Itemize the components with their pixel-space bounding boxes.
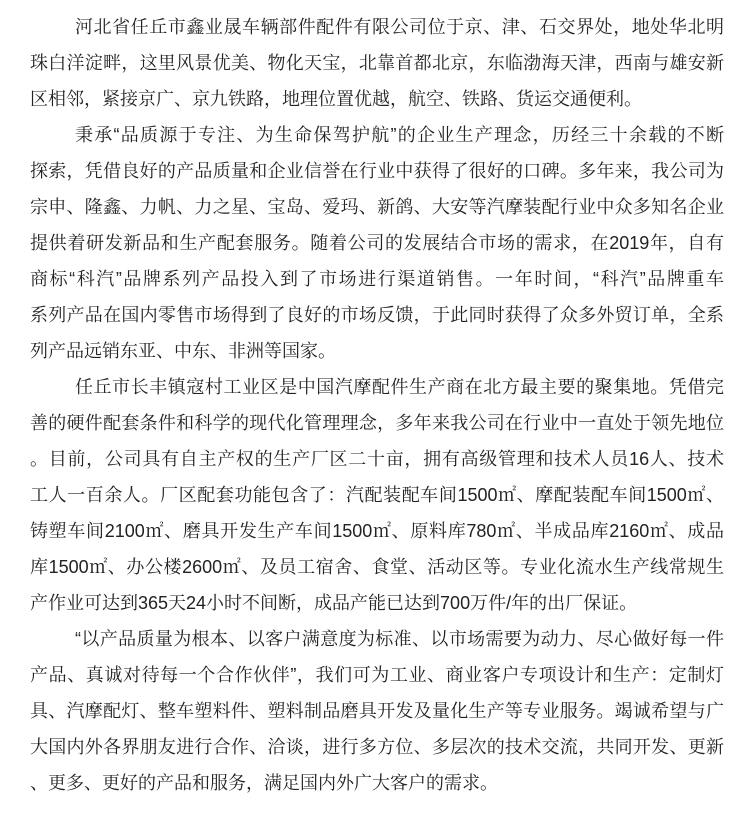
text-line: 列产品远销东亚、中东、非洲等国家。 — [30, 341, 336, 361]
text-line: 具、汽摩配灯、整车塑料件、塑料制品磨具开发及量化生产等专业服务。竭诚希望与广 — [30, 701, 724, 721]
paragraph — [30, 9, 724, 117]
text-line: 库1500㎡、办公楼2600㎡、及员工宿舍、食堂、活动区等。专业化流水生产线常规生 — [30, 557, 724, 577]
text-line: 任丘市长丰镇寇村工业区是中国汽摩配件生产商在北方最主要的聚集地。凭借完 — [75, 377, 724, 397]
text-line: 铸塑车间2100㎡、磨具开发生产车间1500㎡、原料库780㎡、半成品库2160㎡、成品 — [30, 521, 724, 541]
paragraph — [30, 117, 724, 369]
text-line: 、更多、更好的产品和服务，满足国内外广大客户的需求。 — [30, 773, 498, 793]
text-line: 探索，凭借良好的产品质量和企业信誉在行业中获得了很好的口碑。多年来，我公司为 — [30, 161, 724, 181]
text-line: 区相邻，紧接京广、京九铁路，地理位置优越，航空、铁路、货运交通便利。 — [30, 89, 642, 109]
document-body — [30, 9, 724, 801]
text-line: 秉承“品质源于专注、为生命保驾护航”的企业生产理念，历经三十余载的不断 — [75, 125, 724, 145]
text-line: 大国内外各界朋友进行合作、洽谈，进行多方位、多层次的技术交流，共同开发、更新 — [30, 737, 724, 757]
text-line: 河北省任丘市鑫业晟车辆部件配件有限公司位于京、津、石交界处，地处华北明 — [75, 17, 724, 37]
text-line: 系列产品在国内零售市场得到了良好的市场反馈，于此同时获得了众多外贸订单，全系 — [30, 305, 724, 325]
text-line: 提供着研发新品和生产配套服务。随着公司的发展结合市场的需求，在2019年，自有 — [30, 233, 724, 253]
text-line: 珠白洋淀畔，这里风景优美、物化天宝，北靠首都北京，东临渤海天津，西南与雄安新 — [30, 53, 724, 73]
paragraph — [30, 369, 724, 621]
text-line: 产作业可达到365天24小时不间断，成品产能已达到700万件/年的出厂保证。 — [30, 593, 638, 613]
text-line: 产品、真诚对待每一个合作伙伴”，我们可为工业、商业客户专项设计和生产：定制灯 — [30, 665, 724, 685]
text-line: 工人一百余人。厂区配套功能包含了：汽配装配车间1500㎡、摩配装配车间1500㎡、 — [30, 485, 724, 505]
text-line: 商标“科汽”品牌系列产品投入到了市场进行渠道销售。一年时间，“科汽”品牌重车 — [30, 269, 724, 289]
text-line: 。目前，公司具有自主产权的生产厂区二十亩，拥有高级管理和技术人员16人、技术 — [30, 449, 724, 469]
text-line: “以产品质量为根本、以客户满意度为标准、以市场需要为动力、尽心做好每一件 — [75, 629, 724, 649]
text-line: 善的硬件配套条件和科学的现代化管理理念，多年来我公司在行业中一直处于领先地位 — [30, 413, 724, 433]
text-line: 宗申、隆鑫、力帆、力之星、宝岛、爱玛、新鸽、大安等汽摩装配行业中众多知名企业 — [30, 197, 724, 217]
paragraph — [30, 621, 724, 801]
